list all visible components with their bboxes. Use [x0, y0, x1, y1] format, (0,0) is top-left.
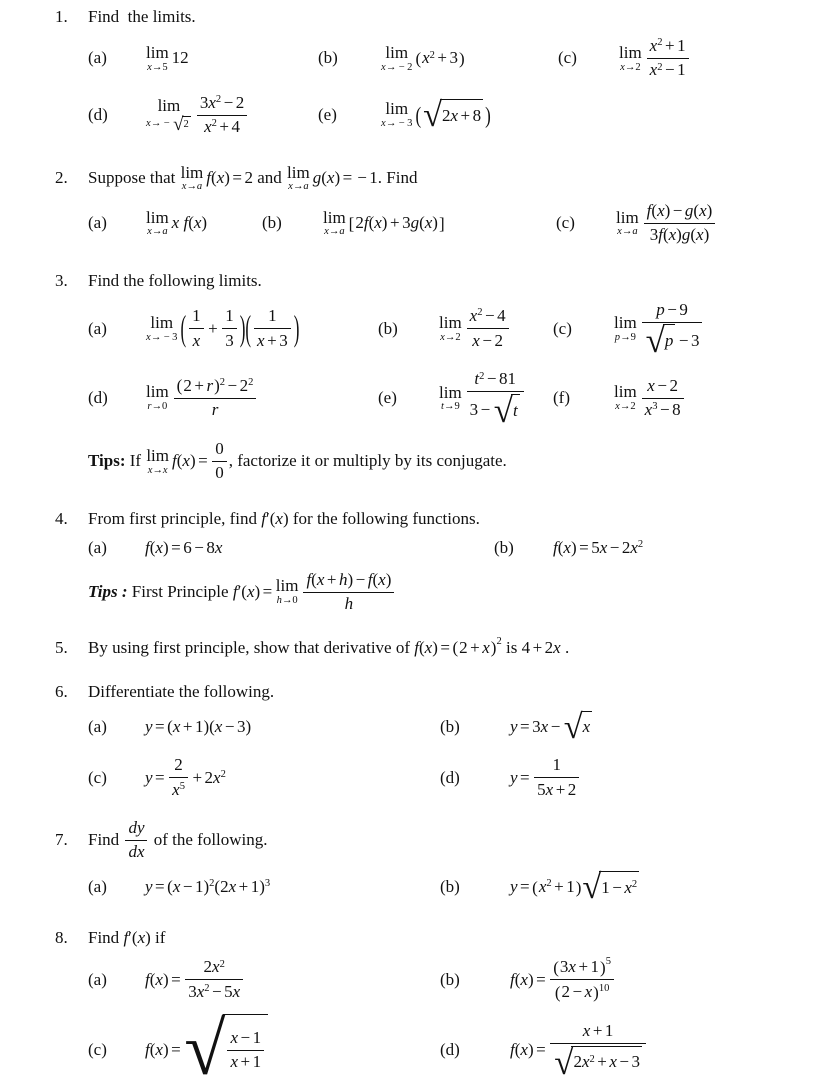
item-expression — [510, 755, 823, 800]
question-header — [55, 637, 823, 659]
math-expression: lim x→2 $\frac{x2 + 1}{x2 - 1}$ — [618, 36, 691, 81]
question-1 — [55, 6, 823, 138]
question-body — [88, 36, 823, 138]
item-label: (a) — [88, 318, 107, 338]
math-expression: lim x→x f(x) = $\frac{0}{0}$ — [145, 439, 228, 484]
math-expression: f(x) = ( 3x + 1 ) 5 ( 2 − x ) 10 — [510, 957, 616, 1002]
item-expression — [145, 717, 440, 737]
math-expression: f(x) = √ $\frac{x - 1}{x + 1}$ — [145, 1014, 269, 1085]
question-number: 1. — [55, 7, 68, 26]
math-expression: lim x→ − 2 ( x2 + 3 ) — [381, 42, 465, 73]
math-expression: lim x→ − 3 ( $\frac{1}{x}$ + $\frac{1}{3}$ ) ( $\frac{1}{x + 3}$ ) — [146, 306, 300, 350]
item-expression — [615, 201, 823, 246]
item-label: (d) — [440, 767, 460, 787]
item-expression — [145, 957, 440, 1002]
item-label: (b) — [262, 213, 282, 233]
item-label: (a) — [88, 213, 107, 233]
math-expression: lim t→9 t2 − 81 3 − √ t — [438, 369, 526, 427]
question-intro — [88, 928, 165, 948]
radical-sign: √ — [184, 1008, 226, 1088]
item-label: (c) — [88, 767, 107, 787]
item-expression — [618, 36, 823, 81]
text-segment: for the following functions. — [288, 508, 480, 528]
math-expression: lim x→a f(x) = 2 — [180, 162, 253, 193]
text-segment: Tips: — [88, 451, 126, 471]
item-expression — [438, 306, 553, 351]
text-segment: of the following. — [149, 830, 268, 850]
question-body — [88, 201, 823, 246]
math-expression: lim x→a g(x) = − 1 — [287, 162, 378, 193]
radical-sign: √ — [423, 95, 442, 134]
item-expression — [553, 538, 823, 558]
question-intro — [88, 509, 480, 529]
item-expression — [510, 867, 823, 906]
math-expression: lim p→9 p − 9 √ p − 3 — [613, 300, 704, 358]
item-label: (c) — [88, 1039, 107, 1059]
item-label: (e) — [318, 105, 337, 125]
math-expression: lim x→ − √ 2 $\frac{3x2 - 2}{x2 + 4}$ — [145, 93, 249, 138]
text-segment: If — [125, 451, 146, 471]
item-label: (b) — [440, 716, 460, 736]
radical-sign: √ — [554, 1042, 574, 1082]
math-expression: f(x) = $\frac{2x2}{3x2 - 5x}$ — [145, 957, 245, 1002]
item-label: (d) — [88, 388, 108, 408]
question-body — [88, 538, 823, 558]
item-expression — [145, 538, 494, 558]
math-expression: $\frac{dy}{dx}$ — [123, 818, 149, 863]
question-intro — [88, 682, 274, 702]
math-expression: f(x) = ( 2 + x ) 2 — [414, 635, 502, 658]
math-expression: lim x→a [ 2f(x) + 3g(x) ] — [323, 207, 445, 238]
item-expression — [438, 369, 553, 430]
radical-sign: √ — [173, 113, 184, 135]
question-4 — [55, 508, 823, 615]
item-row — [88, 201, 823, 246]
item-row — [88, 369, 823, 430]
math-expression: y = (x + 1)(x − 3) — [145, 716, 252, 736]
question-2 — [55, 164, 823, 246]
question-number: 5. — [55, 637, 68, 657]
item-row — [88, 957, 823, 1002]
math-expression: f′(x) = lim h→0 $\frac{f(x + h) - f(x)}{h}$ — [233, 570, 397, 615]
item-label: (b) — [440, 877, 460, 897]
question-header — [55, 164, 823, 193]
question-intro — [88, 7, 196, 27]
item-label: (d) — [88, 105, 108, 125]
math-expression: f′(x) — [123, 928, 151, 948]
math-expression: f′(x) — [261, 508, 289, 528]
radical-sign: √ — [563, 707, 583, 746]
item-row — [88, 707, 823, 746]
text-segment: By using first principle, show that derivative of — [88, 637, 415, 657]
item-label: (b) — [378, 318, 398, 338]
question-number: 4. — [55, 508, 68, 528]
question-header — [55, 681, 823, 703]
item-expression — [510, 957, 823, 1002]
item-row — [88, 755, 823, 800]
tips-line — [88, 439, 823, 484]
question-intro — [88, 818, 268, 863]
math-expression: y = (x − 1)2(2x + 1)3 — [145, 877, 271, 897]
question-number: 7. — [55, 830, 68, 850]
item-expression — [145, 93, 318, 138]
math-expression: lim x→a x f(x) — [146, 207, 208, 238]
question-body — [88, 299, 823, 430]
item-label: (b) — [318, 48, 338, 68]
question-header — [55, 270, 823, 292]
math-expression: y = $\frac{2}{x5}$ + 2x2 — [145, 755, 226, 799]
question-intro — [88, 271, 262, 291]
item-expression — [613, 376, 823, 421]
item-label: (e) — [378, 388, 397, 408]
question-number: 6. — [55, 681, 68, 701]
item-label: (a) — [88, 969, 107, 989]
item-expression — [380, 95, 823, 134]
item-row — [88, 36, 823, 81]
question-header — [55, 508, 823, 530]
text-segment: Differentiate the following. — [88, 681, 275, 701]
math-expression: f(x) = 5x − 2x2 — [553, 537, 644, 557]
math-expression: lim x→a $\frac{f(x) - g(x)}{3f(x)g(x)}$ — [615, 201, 717, 246]
question-header — [55, 818, 823, 863]
math-expression: y = 3x − √ x — [510, 707, 591, 746]
item-label: (d) — [440, 1039, 460, 1059]
text-segment: Find — [88, 928, 124, 948]
question-number: 2. — [55, 168, 68, 188]
item-expression — [322, 209, 556, 238]
text-segment: . Find — [377, 168, 418, 188]
math-expression: f(x) = 6 − 8x — [145, 537, 223, 557]
item-expression — [145, 209, 262, 238]
question-number: 3. — [55, 270, 68, 290]
item-expression — [145, 44, 318, 73]
item-label: (a) — [88, 877, 107, 897]
question-5 — [55, 637, 823, 659]
item-expression — [613, 299, 823, 361]
question-number: 8. — [55, 928, 68, 948]
text-segment: is — [501, 637, 522, 657]
text-segment: if — [150, 928, 166, 948]
math-expression: f(x) = x + 1 √ 2x2 + x − 3 — [510, 1021, 648, 1079]
text-segment: Find the following limits. — [88, 270, 262, 290]
item-expression — [145, 877, 440, 897]
question-intro — [88, 164, 417, 193]
item-row — [88, 867, 823, 906]
item-expression — [510, 707, 823, 746]
question-3 — [55, 270, 823, 484]
math-expression: y = $\frac{1}{5x + 2}$ — [510, 755, 581, 800]
math-expression: y = ( x2 + 1 ) √ 1 − x2 — [510, 867, 638, 906]
item-row — [88, 93, 823, 138]
item-label: (c) — [556, 213, 575, 233]
math-expression: 4 + 2x — [521, 637, 561, 657]
item-expression — [380, 44, 558, 73]
item-expression — [145, 755, 440, 800]
item-label: (a) — [88, 537, 107, 557]
question-header — [55, 927, 823, 949]
question-8 — [55, 927, 823, 1088]
tips-line — [88, 570, 823, 615]
question-7 — [55, 818, 823, 906]
item-expression — [145, 306, 378, 351]
question-intro — [88, 635, 570, 658]
item-label: (b) — [440, 969, 460, 989]
item-label: (c) — [558, 48, 577, 68]
text-segment: . — [560, 637, 570, 657]
item-expression — [145, 376, 378, 421]
radical-sign: √ — [493, 390, 513, 430]
text-segment: Find the limits. — [88, 7, 196, 26]
item-label: (f) — [553, 388, 570, 408]
question-header — [55, 6, 823, 28]
question-body — [88, 955, 823, 1088]
question-6 — [55, 681, 823, 800]
item-label: (c) — [553, 318, 572, 338]
math-expression: lim x→2 $\frac{x2 - 4}{x - 2}$ — [438, 306, 511, 351]
math-expression: lim x→2 $\frac{x - 2}{x3 - 8}$ — [613, 376, 686, 421]
text-segment: Suppose that — [88, 168, 180, 188]
item-expression — [145, 1008, 440, 1088]
question-body — [88, 707, 823, 800]
item-row — [88, 1008, 823, 1088]
math-expression: lim x→ − 3 ( √ 2x + 8 ) — [381, 95, 491, 134]
radical-sign: √ — [582, 867, 602, 906]
question-body — [88, 867, 823, 906]
item-row — [88, 538, 823, 558]
math-expression: lim x→5 12 — [146, 42, 189, 73]
radical-sign: √ — [645, 321, 665, 361]
text-segment: Find — [88, 830, 124, 850]
text-segment: , factorize it or multiply by its conjugate. — [228, 451, 507, 471]
item-row — [88, 299, 823, 361]
text-segment: and — [253, 168, 287, 188]
item-label: (b) — [494, 537, 514, 557]
item-expression — [510, 1021, 823, 1082]
math-expression: lim r→0 ( 2 + r ) 2 − 22 r — [145, 376, 258, 421]
item-label: (a) — [88, 716, 107, 736]
item-label: (a) — [88, 48, 107, 68]
text-segment: Tips : — [88, 582, 128, 602]
text-segment: From first principle, find — [88, 508, 262, 528]
text-segment: First Principle — [127, 582, 233, 602]
